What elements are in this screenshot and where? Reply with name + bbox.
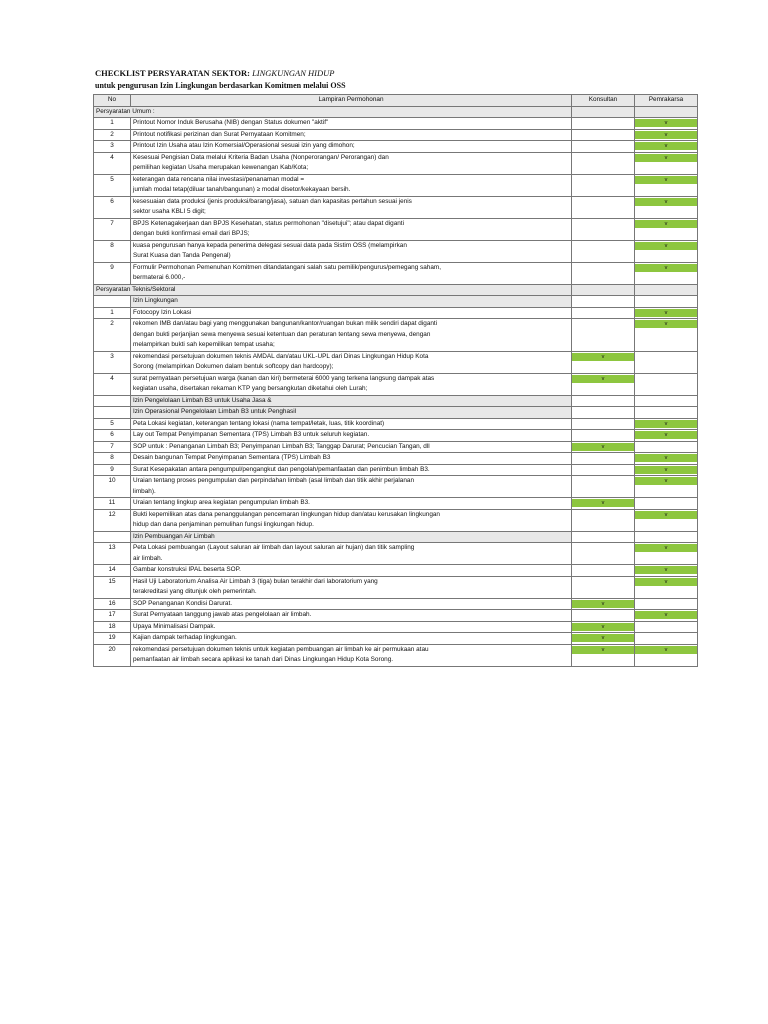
konsultan-cell xyxy=(572,106,635,118)
row-number: 11 xyxy=(94,498,131,510)
row-number: 10 xyxy=(94,476,131,498)
lampiran-cell xyxy=(131,218,572,240)
row-number: 16 xyxy=(94,598,131,610)
konsultan-cell xyxy=(572,319,635,352)
lampiran-cell xyxy=(131,129,572,141)
konsultan-cell xyxy=(572,284,635,296)
lampiran-line: hidup dan dana penjaminan pemulihan fungsi lingkungan hidup. xyxy=(133,521,314,528)
konsultan-cell xyxy=(572,373,635,395)
row-number: 8 xyxy=(94,453,131,465)
table-row xyxy=(94,543,698,565)
lampiran-line: Uraian tentang lingkup area kegiatan pengumpulan limbah B3. xyxy=(133,499,310,506)
lampiran-cell xyxy=(131,498,572,510)
lampiran-line: air limbah. xyxy=(133,554,163,562)
row-number xyxy=(94,531,131,543)
lampiran-cell xyxy=(131,565,572,577)
lampiran-line: Surat Kesepakatan antara pengumpul/pengangkut dan pengolah/pemanfaatan dan penimbun limbah B3. xyxy=(133,465,430,473)
konsultan-cell xyxy=(572,576,635,598)
lampiran-cell xyxy=(131,418,572,430)
pemrakarsa-cell xyxy=(635,218,698,240)
table-row xyxy=(94,565,698,577)
header-no: No xyxy=(94,95,131,107)
lampiran-cell xyxy=(131,543,572,565)
lampiran-cell xyxy=(131,262,572,284)
table-row xyxy=(94,240,698,262)
subsection-label: Izin Pengelolaan Limbah B3 untuk Usaha Jasa & xyxy=(131,395,572,407)
title-bold: CHECKLIST PERSYARATAN SEKTOR: xyxy=(95,68,250,78)
check-mark: v xyxy=(572,634,634,642)
row-number: 4 xyxy=(94,152,131,174)
table-row xyxy=(94,307,698,319)
pemrakarsa-cell xyxy=(635,395,698,407)
lampiran-line: terakreditasi yang ditunjuk oleh pemerintah. xyxy=(133,588,257,595)
pemrakarsa-cell xyxy=(635,106,698,118)
row-number: 3 xyxy=(94,141,131,153)
konsultan-cell xyxy=(572,118,635,130)
row-number: 12 xyxy=(94,509,131,531)
table-row xyxy=(94,373,698,395)
lampiran-line: Lay out Tempat Penyimpanan Sementara (TPS) Limbah B3 untuk seluruh kegiatan. xyxy=(133,431,370,438)
check-mark: v xyxy=(572,623,634,631)
lampiran-line: Uraian tentang proses pengumpulan dan perpindahan limbah (asal limbah dan titik akhir perjalanan xyxy=(133,477,415,484)
row-number: 6 xyxy=(94,430,131,442)
subsection-row xyxy=(94,531,698,543)
lampiran-line: limbah). xyxy=(133,487,156,495)
row-number xyxy=(94,296,131,308)
lampiran-line: Kajian dampak terhadap lingkungan. xyxy=(133,634,237,641)
pemrakarsa-cell xyxy=(635,262,698,284)
table-row xyxy=(94,218,698,240)
konsultan-cell xyxy=(572,351,635,373)
table-row xyxy=(94,118,698,130)
check-mark: v xyxy=(635,477,697,485)
pemrakarsa-cell xyxy=(635,633,698,645)
row-number: 5 xyxy=(94,174,131,196)
lampiran-line: sektor usaha KBLI 5 digit; xyxy=(133,208,206,215)
lampiran-line: Peta Lokasi pembuangan (Layout saluran air limbah dan layout saluran air hujan) dan titik sampling xyxy=(133,544,415,551)
lampiran-cell xyxy=(131,633,572,645)
row-number: 19 xyxy=(94,633,131,645)
row-number: 3 xyxy=(94,351,131,373)
header-konsultan: Konsultan xyxy=(572,95,635,107)
row-number: 15 xyxy=(94,576,131,598)
check-mark: v xyxy=(635,566,697,574)
header-lampiran: Lampiran Permohonan xyxy=(131,95,572,107)
row-number: 1 xyxy=(94,307,131,319)
lampiran-cell xyxy=(131,610,572,622)
pemrakarsa-cell xyxy=(635,284,698,296)
konsultan-cell xyxy=(572,152,635,174)
lampiran-line: Printout Nomor Induk Berusaha (NIB) dengan Status dokumen "aktif" xyxy=(133,119,329,126)
row-number: 13 xyxy=(94,543,131,565)
lampiran-line: Hasil Uji Laboratorium Analisa Air Limbah 3 (tiga) bulan terakhir dari laboratorium yang xyxy=(133,577,378,585)
check-mark: v xyxy=(572,443,634,451)
konsultan-cell xyxy=(572,464,635,476)
lampiran-cell xyxy=(131,196,572,218)
konsultan-cell xyxy=(572,141,635,153)
check-mark: v xyxy=(635,420,697,428)
pemrakarsa-cell xyxy=(635,509,698,531)
konsultan-cell xyxy=(572,196,635,218)
konsultan-cell xyxy=(572,430,635,442)
row-number: 2 xyxy=(94,129,131,141)
checklist-body xyxy=(94,95,698,667)
konsultan-cell xyxy=(572,307,635,319)
konsultan-cell xyxy=(572,644,635,666)
check-mark: v xyxy=(635,198,697,206)
table-row xyxy=(94,610,698,622)
table-header-row xyxy=(94,95,698,107)
pemrakarsa-cell xyxy=(635,373,698,395)
subsection-row xyxy=(94,395,698,407)
lampiran-line: SOP Penanganan Kondisi Darurat. xyxy=(133,599,233,607)
row-number: 17 xyxy=(94,610,131,622)
pemrakarsa-cell xyxy=(635,118,698,130)
pemrakarsa-cell xyxy=(635,307,698,319)
lampiran-cell xyxy=(131,152,572,174)
konsultan-cell xyxy=(572,262,635,284)
check-mark: v xyxy=(635,611,697,619)
lampiran-line: rekomendasi persetujuan dokumen teknis AMDAL dan/atau UKL-UPL dari Dinas Lingkungan Hidup Kota xyxy=(133,352,429,360)
check-mark: v xyxy=(635,142,697,150)
check-mark: v xyxy=(635,511,697,519)
konsultan-cell xyxy=(572,543,635,565)
table-row xyxy=(94,464,698,476)
pemrakarsa-cell xyxy=(635,453,698,465)
lampiran-line: Printout Izin Usaha atau Izin Komersial/Operasional sesuai izin yang dimohon; xyxy=(133,142,355,149)
table-row xyxy=(94,644,698,666)
konsultan-cell xyxy=(572,621,635,633)
konsultan-cell xyxy=(572,509,635,531)
check-mark: v xyxy=(635,309,697,317)
row-number: 9 xyxy=(94,464,131,476)
konsultan-cell xyxy=(572,476,635,498)
lampiran-line: pemilihan kegiatan Usaha merupakan kewenangan Kab/Kota; xyxy=(133,164,309,171)
pemrakarsa-cell xyxy=(635,610,698,622)
konsultan-cell xyxy=(572,531,635,543)
lampiran-line: Sorong (melampirkan Dokumen dalam bentuk softcopy dan hardcopy); xyxy=(133,363,334,370)
table-row xyxy=(94,196,698,218)
table-row xyxy=(94,576,698,598)
konsultan-cell xyxy=(572,418,635,430)
konsultan-cell xyxy=(572,610,635,622)
header-pemrakarsa: Pemrakarsa xyxy=(635,95,698,107)
table-row xyxy=(94,621,698,633)
lampiran-cell xyxy=(131,174,572,196)
lampiran-cell xyxy=(131,240,572,262)
row-number: 7 xyxy=(94,218,131,240)
check-mark: v xyxy=(635,466,697,474)
lampiran-cell xyxy=(131,351,572,373)
lampiran-cell xyxy=(131,307,572,319)
pemrakarsa-cell xyxy=(635,464,698,476)
pemrakarsa-cell xyxy=(635,141,698,153)
lampiran-cell xyxy=(131,319,572,352)
lampiran-line: Fotocopy Izin Lokasi xyxy=(133,308,192,316)
lampiran-line: Formulir Permohonan Pemenuhan Komitmen ditandatangani salah satu pemilik/pengurus/pemegang saham, xyxy=(133,263,441,271)
lampiran-line: Surat Kuasa dan Tanda Pengenal) xyxy=(133,252,231,259)
konsultan-cell xyxy=(572,633,635,645)
table-row xyxy=(94,509,698,531)
pemrakarsa-cell xyxy=(635,196,698,218)
row-number xyxy=(94,395,131,407)
lampiran-line: keterangan data rencana nilai investasi/penanaman modal = xyxy=(133,175,305,183)
section-row xyxy=(94,284,698,296)
table-row xyxy=(94,319,698,352)
lampiran-cell xyxy=(131,621,572,633)
lampiran-line: SOP untuk : Penanganan Limbah B3; Penyimpanan Limbah B3; Tanggap Darurat; Pencucian Tangan, dll xyxy=(133,442,430,450)
section-row xyxy=(94,106,698,118)
subsection-row xyxy=(94,296,698,308)
table-row xyxy=(94,152,698,174)
pemrakarsa-cell xyxy=(635,174,698,196)
konsultan-cell xyxy=(572,240,635,262)
check-mark: v xyxy=(635,646,697,654)
lampiran-line: BPJS Ketenagakerjaan dan BPJS Kesehatan, status permohonan "disetujui"; atau dapat diganti xyxy=(133,219,404,227)
lampiran-line: kesesuaian data produksi (jenis produksi/barang/jasa), satuan dan kapasitas pertahun sesuai jenis xyxy=(133,197,412,205)
pemrakarsa-cell xyxy=(635,407,698,419)
lampiran-cell xyxy=(131,441,572,453)
lampiran-line: kuasa pengurusan hanya kepada penerima delegasi sesuai data pada Sistim OSS (melampirkan xyxy=(133,241,407,249)
konsultan-cell xyxy=(572,598,635,610)
pemrakarsa-cell xyxy=(635,644,698,666)
row-number: 4 xyxy=(94,373,131,395)
lampiran-line: pemanfaatan air limbah secara aplikasi ke tanah dari Dinas Lingkungan Hidup Kota Sorong. xyxy=(133,656,394,663)
table-row xyxy=(94,141,698,153)
konsultan-cell xyxy=(572,129,635,141)
pemrakarsa-cell xyxy=(635,319,698,352)
lampiran-line: dengan bukti perjanjian sewa menyewa sesuai ketentuan dan peraturan tentang sewa menyewa, dengan xyxy=(133,330,431,338)
table-row xyxy=(94,441,698,453)
row-number: 14 xyxy=(94,565,131,577)
pemrakarsa-cell xyxy=(635,240,698,262)
lampiran-cell xyxy=(131,464,572,476)
document-subtitle: untuk pengurusan Izin Lingkungan berdasarkan Komitmen melalui OSS xyxy=(95,81,346,90)
check-mark: v xyxy=(635,544,697,552)
lampiran-line: Peta Lokasi kegiatan, keterangan tentang lokasi (nama tempat/letak, luas, titik koordinat) xyxy=(133,419,385,427)
row-number: 5 xyxy=(94,418,131,430)
lampiran-line: jumlah modal tetap(diluar tanah/bangunan) ≥ modal disetor/kekayaan bersih. xyxy=(133,186,351,193)
lampiran-line: rekomen IMB dan/atau bagi yang menggunakan bangunan/kantor/ruangan bukan milik sendiri dapat diganti xyxy=(133,320,438,327)
pemrakarsa-cell xyxy=(635,621,698,633)
check-mark: v xyxy=(572,375,634,383)
table-row xyxy=(94,633,698,645)
row-number: 2 xyxy=(94,319,131,352)
konsultan-cell xyxy=(572,441,635,453)
lampiran-line: melampirkan bukti sah kepemilikan tempat usaha; xyxy=(133,341,275,348)
lampiran-cell xyxy=(131,644,572,666)
lampiran-cell xyxy=(131,509,572,531)
row-number xyxy=(94,407,131,419)
pemrakarsa-cell xyxy=(635,296,698,308)
pemrakarsa-cell xyxy=(635,441,698,453)
lampiran-line: bermaterai 6.000,- xyxy=(133,274,186,281)
konsultan-cell xyxy=(572,218,635,240)
check-mark: v xyxy=(635,242,697,250)
document-title xyxy=(95,68,334,79)
check-mark: v xyxy=(572,600,634,608)
lampiran-line: rekomendasi persetujuan dokumen teknis untuk kegiatan pembuangan air limbah ke air permukaan atau xyxy=(133,645,429,653)
lampiran-cell xyxy=(131,141,572,153)
check-mark: v xyxy=(635,154,697,162)
check-mark: v xyxy=(635,119,697,127)
konsultan-cell xyxy=(572,296,635,308)
konsultan-cell xyxy=(572,565,635,577)
lampiran-line: Surat Pernyataan tanggung jawab atas pengelolaan air limbah. xyxy=(133,611,312,618)
pemrakarsa-cell xyxy=(635,576,698,598)
lampiran-line: Gambar konstruksi IPAL beserta SOP. xyxy=(133,566,241,573)
pemrakarsa-cell xyxy=(635,430,698,442)
konsultan-cell xyxy=(572,174,635,196)
lampiran-cell xyxy=(131,453,572,465)
table-row xyxy=(94,174,698,196)
lampiran-line: Bukti kepemilikan atas dana penanggulangan pencemaran lingkungan hidup dan/atau kerusakan lingkungan xyxy=(133,510,440,518)
row-number: 7 xyxy=(94,441,131,453)
lampiran-line: Desain bangunan Tempat Penyimpanan Sementara (TPS) Limbah B3 xyxy=(133,454,331,461)
title-italic: LINGKUNGAN HIDUP xyxy=(252,68,335,78)
check-mark: v xyxy=(635,131,697,139)
row-number: 6 xyxy=(94,196,131,218)
lampiran-cell xyxy=(131,430,572,442)
konsultan-cell xyxy=(572,395,635,407)
lampiran-cell xyxy=(131,373,572,395)
pemrakarsa-cell xyxy=(635,351,698,373)
table-row xyxy=(94,598,698,610)
pemrakarsa-cell xyxy=(635,129,698,141)
subsection-row xyxy=(94,407,698,419)
check-mark: v xyxy=(635,264,697,272)
subsection-label: Izin Operasional Pengelolaan Limbah B3 untuk Penghasil xyxy=(131,407,572,419)
lampiran-line: surat pernyataan persetujuan warga (kanan dan kiri) bermeterai 6000 yang terkena langsung dampak atas xyxy=(133,374,435,382)
lampiran-line: Printout notifikasi perizinan dan Surat Pernyataan Komitmen; xyxy=(133,130,306,138)
pemrakarsa-cell xyxy=(635,476,698,498)
pemrakarsa-cell xyxy=(635,152,698,174)
pemrakarsa-cell xyxy=(635,565,698,577)
table-row xyxy=(94,476,698,498)
check-mark: v xyxy=(572,353,634,361)
table-row xyxy=(94,129,698,141)
subsection-label: Izin Pembuangan Air Limbah xyxy=(131,531,572,543)
pemrakarsa-cell xyxy=(635,498,698,510)
checklist-table xyxy=(93,94,698,667)
lampiran-cell xyxy=(131,118,572,130)
table-row xyxy=(94,418,698,430)
lampiran-cell xyxy=(131,476,572,498)
check-mark: v xyxy=(572,499,634,507)
pemrakarsa-cell xyxy=(635,531,698,543)
konsultan-cell xyxy=(572,453,635,465)
check-mark: v xyxy=(635,454,697,462)
konsultan-cell xyxy=(572,498,635,510)
check-mark: v xyxy=(572,646,634,654)
check-mark: v xyxy=(635,176,697,184)
row-number: 18 xyxy=(94,621,131,633)
check-mark: v xyxy=(635,431,697,439)
table-row xyxy=(94,430,698,442)
pemrakarsa-cell xyxy=(635,598,698,610)
check-mark: v xyxy=(635,578,697,586)
lampiran-cell xyxy=(131,598,572,610)
lampiran-cell xyxy=(131,576,572,598)
lampiran-line: Kesesuai Pengisian Data melalui Kriteria Badan Usaha (Nonperorangan/ Perorangan) dan xyxy=(133,153,389,161)
subsection-label: Izin Lingkungan xyxy=(131,296,572,308)
row-number: 20 xyxy=(94,644,131,666)
pemrakarsa-cell xyxy=(635,418,698,430)
konsultan-cell xyxy=(572,407,635,419)
pemrakarsa-cell xyxy=(635,543,698,565)
section-label: Persyaratan Umum : xyxy=(94,106,572,118)
lampiran-line: Upaya Minimalisasi Dampak. xyxy=(133,622,216,630)
row-number: 8 xyxy=(94,240,131,262)
table-row xyxy=(94,498,698,510)
section-label: Persyaratan Teknis/Sektoral xyxy=(94,284,572,296)
row-number: 1 xyxy=(94,118,131,130)
table-row xyxy=(94,351,698,373)
lampiran-line: kegiatan usaha, disertakan rekaman KTP yang bersangkutan diketahui oleh Lurah; xyxy=(133,385,368,392)
check-mark: v xyxy=(635,320,697,328)
row-number: 9 xyxy=(94,262,131,284)
check-mark: v xyxy=(635,220,697,228)
table-row xyxy=(94,262,698,284)
lampiran-line: dengan bukti konfirmasi email dari BPJS; xyxy=(133,230,250,237)
table-row xyxy=(94,453,698,465)
